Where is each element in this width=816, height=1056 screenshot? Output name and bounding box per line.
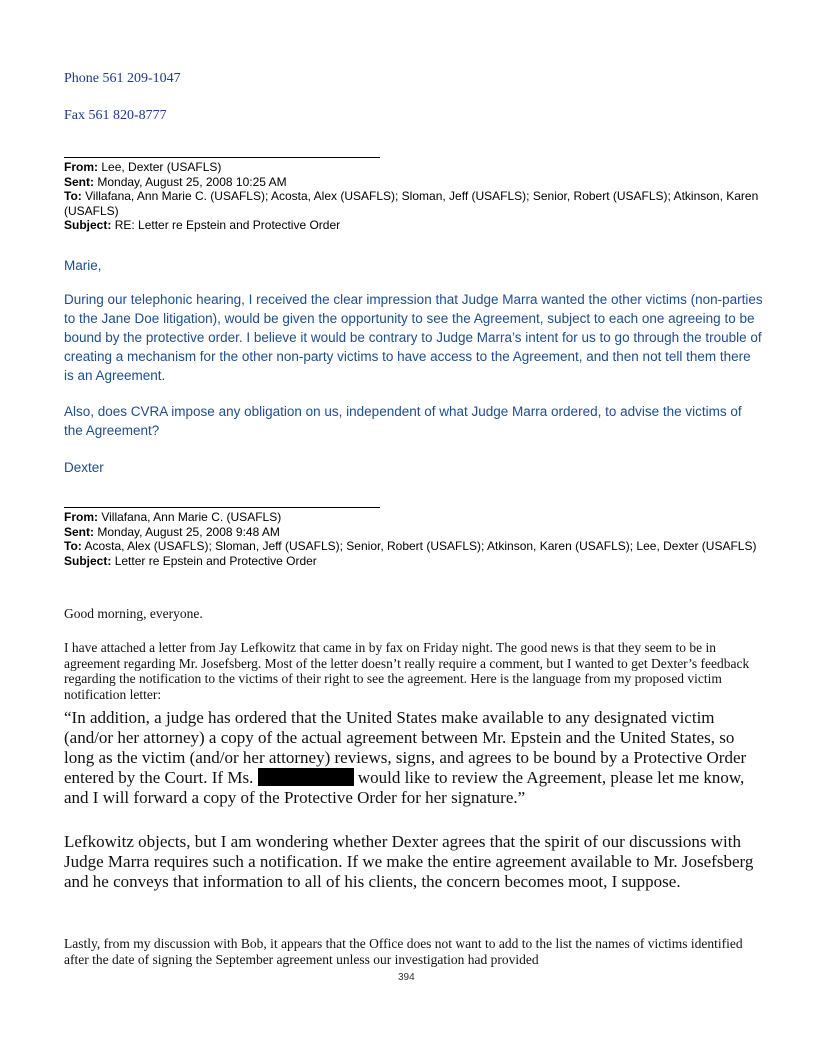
to-line: To: Villafana, Ann Marie C. (USAFLS); Acosta, Alex (USAFLS); Sloman, Jeff (USAFLS); Senior, Robert (USAFLS); Atkinson, Karen (USAFLS) (64, 189, 759, 218)
page-number: 394 (398, 972, 415, 983)
email-paragraph: Lastly, from my discussion with Bob, it appears that the Office does not want to add to the list the names of victims identified after the date of signing the September agreement unless our investigation had provided (64, 936, 743, 967)
subject-value: RE: Letter re Epstein and Protective Order (114, 218, 341, 232)
fax-number: Fax 561 820-8777 (64, 108, 167, 123)
email-signoff: Dexter (64, 460, 104, 475)
sent-line: Sent: Monday, August 25, 2008 10:25 AM (64, 174, 287, 189)
subject-value: Letter re Epstein and Protective Order (114, 553, 317, 568)
email-greeting: Good morning, everyone. (64, 606, 203, 621)
email-paragraph: I have attached a letter from Jay Lefkowitz that came in by fax on Friday night. The good news is that they seem to be in agreement regarding Mr. Josefsberg. Most of the letter doesn’t really require a comment, but I wanted to get Dexter’s feedback regarding the notification to the victims of their right to see the agreement. Here is the language from my proposed victim notification letter: (64, 640, 750, 702)
header-divider (64, 507, 380, 508)
subject-line: Subject: Letter re Epstein and Protective Order (64, 553, 317, 568)
from-value: Lee, Dexter (USAFLS) (101, 160, 222, 174)
phone-number: Phone 561 209-1047 (64, 71, 181, 86)
email-paragraph: During our telephonic hearing, I received the clear impression that Judge Marra wanted the other victims (non-parties to the Jane Doe litigation), would be given the opportunity to see the Agreement, subject to each one agreeing to be bound by the protective order. I believe it would be contrary to Judge Marra’s intent for us to go through the trouble of creating a mechanism for the other non-party victims to have access to the Agreement, and then not tell them there is an Agreement. (64, 292, 763, 383)
sent-value: Monday, August 25, 2008 10:25 AM (97, 174, 287, 189)
email-header (64, 510, 764, 568)
quoted-notification: “In addition, a judge has ordered that the United States make available to any designated victim (and/or her attorney) a copy of the actual agreement between Mr. Epstein and the United States, so long as the victim (and/or her attorney) reviews, signs, and agrees to be bound by a Protective Order entered by the Court. If Ms. would like to review the Agreement, please let me know, and I will forward a copy of the Protective Order for her signature.” (64, 708, 747, 807)
from-value: Villafana, Ann Marie C. (USAFLS) (101, 510, 282, 524)
sent-line: Sent: Monday, August 25, 2008 9:48 AM (64, 524, 280, 539)
from-line: From: Villafana, Ann Marie C. (USAFLS) (64, 510, 282, 524)
redaction-box (258, 768, 354, 786)
to-value: Acosta, Alex (USAFLS); Sloman, Jeff (USAFLS); Senior, Robert (USAFLS); Atkinson, Karen (USAFLS); Lee, Dexter (USAFLS) (84, 539, 757, 553)
sent-value: Monday, August 25, 2008 9:48 AM (97, 524, 280, 539)
email-header (64, 160, 764, 233)
email-paragraph: Also, does CVRA impose any obligation on us, independent of what Judge Marra ordered, to advise the victims of the Agreement? (64, 404, 742, 438)
from-line: From: Lee, Dexter (USAFLS) (64, 160, 222, 174)
to-line: To: Acosta, Alex (USAFLS); Sloman, Jeff (USAFLS); Senior, Robert (USAFLS); Atkinson, Karen (USAFLS); Lee, Dexter (USAFLS) (64, 539, 757, 553)
subject-line: Subject: RE: Letter re Epstein and Protective Order (64, 218, 341, 232)
email-greeting: Marie, (64, 258, 102, 273)
to-value: Villafana, Ann Marie C. (USAFLS); Acosta, Alex (USAFLS); Sloman, Jeff (USAFLS); Senior, Robert (USAFLS); Atkinson, Karen (USAFLS) (64, 189, 759, 218)
header-divider (64, 157, 380, 158)
email-paragraph: Lefkowitz objects, but I am wondering whether Dexter agrees that the spirit of our discussions with Judge Marra requires such a notification. If we make the entire agreement available to Mr. Josefsberg and he conveys that information to all of his clients, the concern becomes moot, I suppose. (64, 832, 754, 891)
